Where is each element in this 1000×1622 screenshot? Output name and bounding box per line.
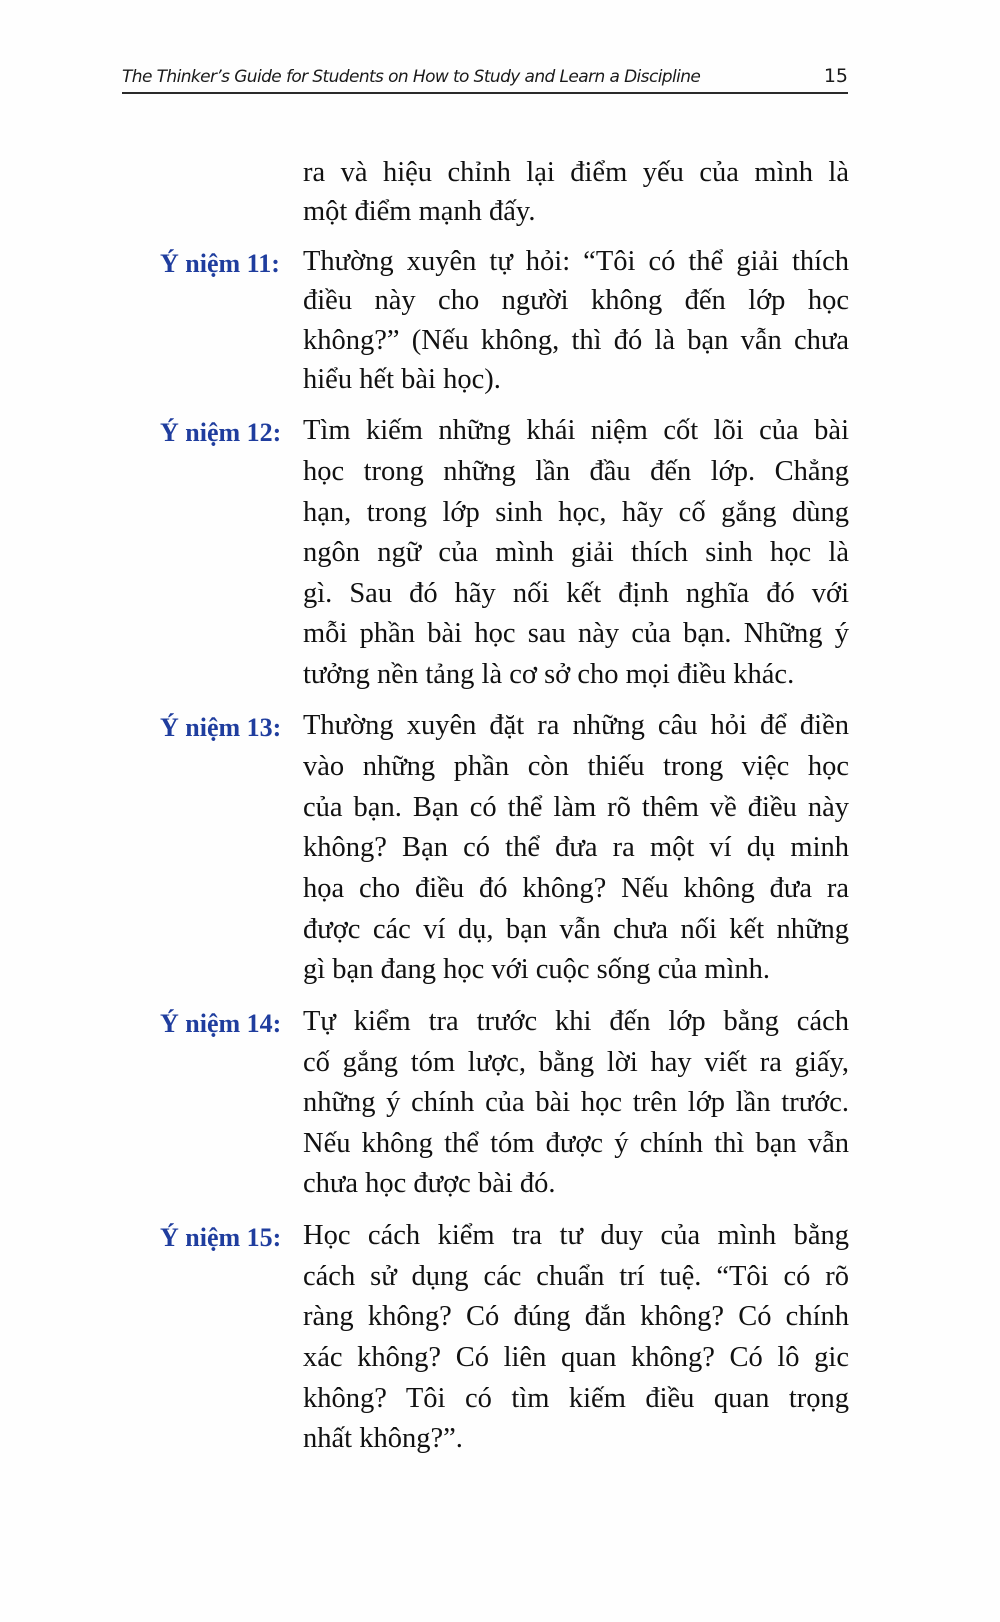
running-header	[122, 64, 848, 94]
text-line: điều này cho người không đến lớp học	[303, 285, 849, 316]
text-line: hiểu hết bài học).	[303, 364, 501, 395]
text-line: Tự kiểm tra trước khi đến lớp bằng cách	[303, 1006, 849, 1037]
text-line: ra và hiệu chỉnh lại điểm yếu của mình là	[303, 157, 849, 188]
idea-label-11: Ý niệm 11:	[160, 249, 280, 278]
text-line: gì. Sau đó hãy nối kết định nghĩa đó với	[303, 578, 849, 609]
page-number: 15	[823, 65, 848, 87]
text-line: Thường xuyên tự hỏi: “Tôi có thể giải thích	[303, 246, 849, 277]
text-line: hạn, trong lớp sinh học, hãy cố gắng dùng	[303, 497, 849, 528]
text-line: những ý chính của bài học trên lớp lần trước.	[303, 1087, 849, 1118]
book-title: The Thinker’s Guide for Students on How to Study and Learn a Discipline	[122, 67, 701, 87]
text-line: ràng không? Có đúng đắn không? Có chính	[303, 1301, 849, 1332]
idea-label-15: Ý niệm 15:	[160, 1223, 282, 1252]
text-line: tưởng nền tảng là cơ sở cho mọi điều khác.	[303, 659, 795, 690]
text-line: được các ví dụ, bạn vẫn chưa nối kết những	[303, 914, 849, 945]
text-line: học trong những lần đầu đến lớp. Chẳng	[303, 456, 849, 487]
text-line: Thường xuyên đặt ra những câu hỏi để điền	[303, 710, 849, 741]
text-line: Nếu không thể tóm được ý chính thì bạn vẫn	[303, 1128, 849, 1159]
text-line: của bạn. Bạn có thể làm rõ thêm về điều này	[303, 792, 849, 823]
idea-label-14: Ý niệm 14:	[160, 1009, 282, 1038]
text-line: ngôn ngữ của mình giải thích sinh học là	[303, 537, 849, 568]
text-line: gì bạn đang học với cuộc sống của mình.	[303, 954, 771, 985]
text-line: vào những phần còn thiếu trong việc học	[303, 751, 849, 782]
idea-label-12: Ý niệm 12:	[160, 418, 282, 447]
text-line: mỗi phần bài học sau này của bạn. Những ý	[303, 618, 849, 649]
text-line: họa cho điều đó không? Nếu không đưa ra	[303, 873, 849, 904]
idea-label-13: Ý niệm 13:	[160, 713, 282, 742]
text-line: không?” (Nếu không, thì đó là bạn vẫn chưa	[303, 325, 849, 356]
text-line: Tìm kiếm những khái niệm cốt lõi của bài	[303, 415, 849, 446]
text-line: không? Tôi có tìm kiếm điều quan trọng	[303, 1383, 849, 1414]
text-line: chưa học được bài đó.	[303, 1168, 556, 1199]
text-line: cách sử dụng các chuẩn trí tuệ. “Tôi có rõ	[303, 1261, 849, 1292]
text-line: nhất không?”.	[303, 1423, 463, 1454]
text-line: một điểm mạnh đấy.	[303, 196, 536, 227]
text-line: xác không? Có liên quan không? Có lô gic	[303, 1342, 849, 1373]
text-line: không? Bạn có thể đưa ra một ví dụ minh	[303, 832, 849, 863]
text-line: cố gắng tóm lược, bằng lời hay viết ra giấy,	[303, 1047, 849, 1078]
text-line: Học cách kiểm tra tư duy của mình bằng	[303, 1220, 849, 1251]
